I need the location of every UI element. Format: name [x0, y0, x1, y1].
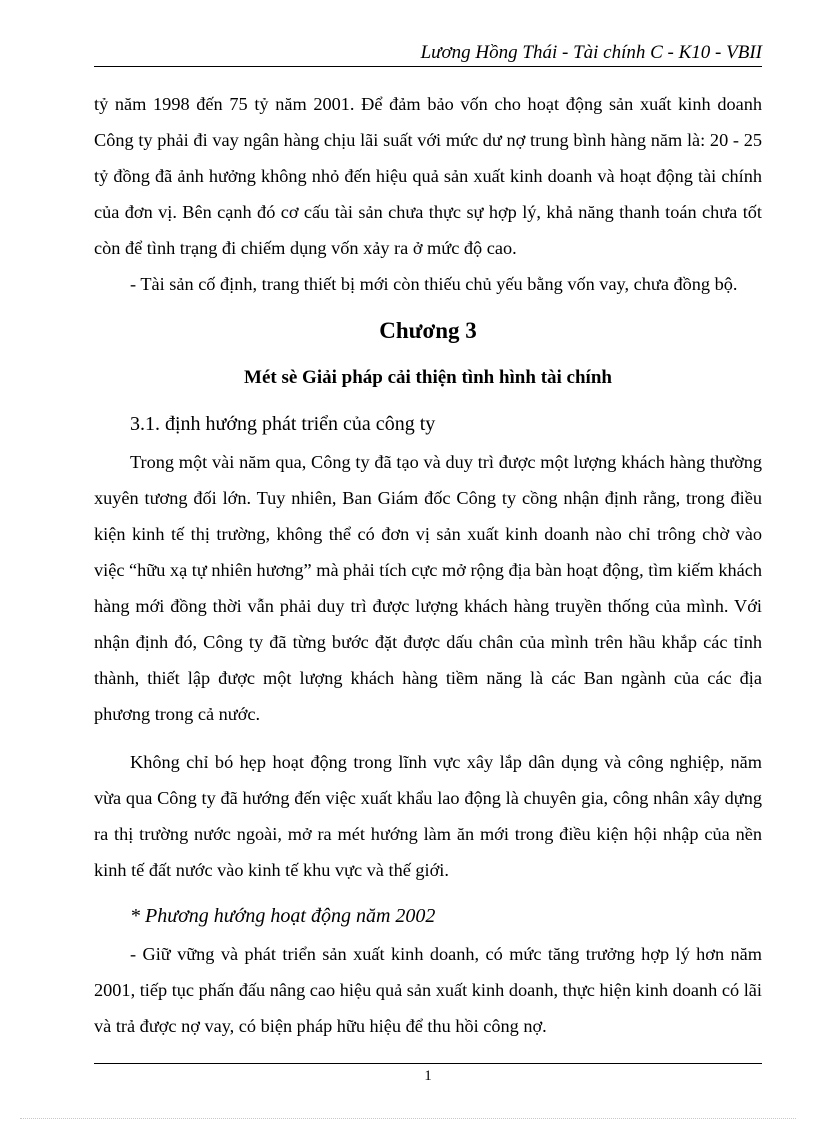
- chapter-title: Chương 3: [379, 318, 477, 343]
- section-title: Mét sè Giải pháp cải thiện tình hình tài chính: [244, 367, 612, 388]
- header-text: Lương Hồng Thái - Tài chính C - K10 - VBII: [420, 42, 762, 63]
- paragraph: - Giữ vững và phát triển sản xuất kinh doanh, có mức tăng trưởng hợp lý hơn năm 2001, tiếp tục phấn đấu nâng cao hiệu quả sản xuất kinh doanh, thực hiện kinh doanh có lãi và trả được nợ vay, có biện pháp hữu hiệu để thu hồi công nợ.: [94, 944, 762, 1036]
- subsection-heading: 3.1. định hướng phát triển của công ty: [130, 413, 436, 435]
- paragraph: tỷ năm 1998 đến 75 tỷ năm 2001. Để đảm bảo vốn cho hoạt động sản xuất kinh doanh Công ty phải đi vay ngân hàng chịu lãi suất với mức dư nợ trung bình hàng năm là: 20 - 25 tỷ đồng đã ảnh hưởng không nhỏ đến hiệu quả sản xuất kinh doanh và hoạt động tài chính của đơn vị. Bên cạnh đó cơ cấu tài sản chưa thực sự hợp lý, khả năng thanh toán chưa tốt còn để tình trạng đi chiếm dụng vốn xảy ra ở mức độ cao.: [94, 94, 762, 258]
- document-body: [94, 86, 762, 1044]
- page-header: [94, 40, 762, 67]
- paragraph: Không chỉ bó hẹp hoạt động trong lĩnh vực xây lắp dân dụng và công nghiệp, năm vừa qua Công ty đã hướng đến việc xuất khẩu lao động là chuyên gia, công nhân xây dựng ra thị trường nước ngoài, mở ra mét hướng làm ăn mới trong điều kiện hội nhập của nền kinh tế đất nước vào kinh tế khu vực và thế giới.: [94, 752, 762, 880]
- paragraph: - Tài sản cố định, trang thiết bị mới còn thiếu chủ yếu bằng vốn vay, chưa đồng bộ.: [130, 274, 738, 294]
- footer-divider: [94, 1063, 762, 1064]
- paragraph: Trong một vài năm qua, Công ty đã tạo và duy trì được một lượng khách hàng thường xuyên tương đối lớn. Tuy nhiên, Ban Giám đốc Công ty cồng nhận định rằng, trong điều kiện kinh tế thị trường, không thể có đơn vị sản xuất kinh doanh nào chỉ trông chờ vào việc “hữu xạ tự nhiên hương” mà phải tích cực mở rộng địa bàn hoạt động, tìm kiếm khách hàng mới đồng thời vẫn phải duy trì được lượng khách hàng truyền thống của mình. Với nhận định đó, Công ty đã từng bước đặt được dấu chân của mình trên hầu khắp các tỉnh thành, thiết lập được một lượng khách hàng tiềm năng là các Ban ngành của các địa phương trong cả nước.: [94, 452, 762, 724]
- page-number: 1: [424, 1068, 432, 1084]
- page-edge-divider: [20, 1118, 796, 1119]
- italic-heading: * Phương hướng hoạt động năm 2002: [130, 905, 436, 927]
